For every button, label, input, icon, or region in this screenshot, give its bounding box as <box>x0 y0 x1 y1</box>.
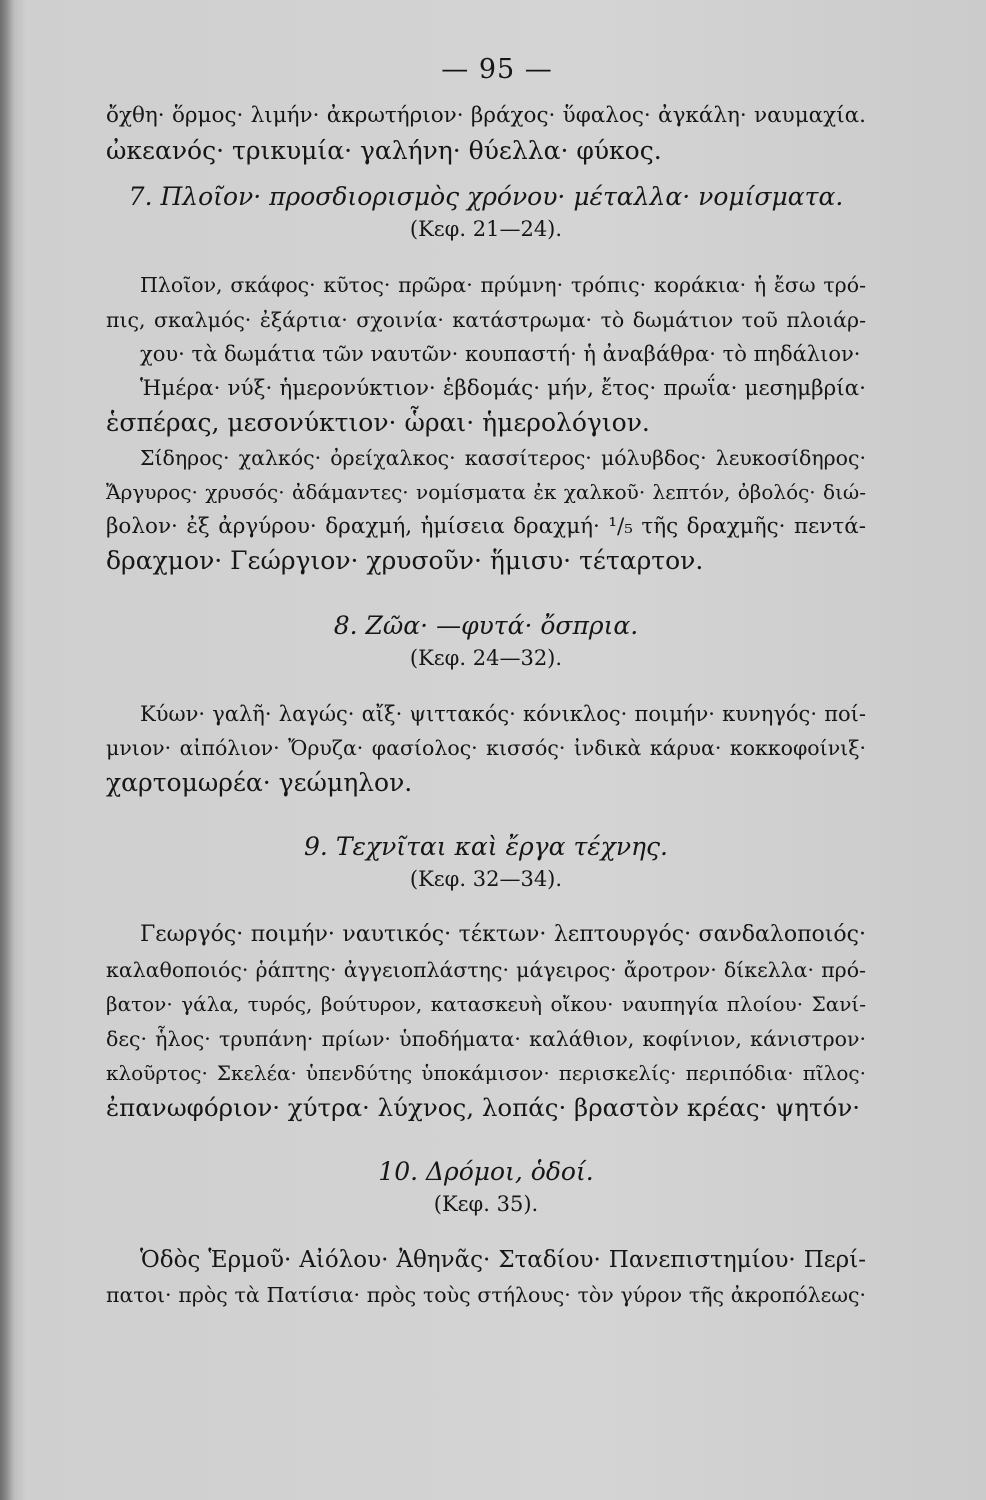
section-heading-7: 7. Πλοῖον· προσδιορισμὸς χρόνου· μέταλλα· νομίσματα. <box>128 182 844 211</box>
text-line: Πλοῖον, σκάφος· κῦτος· πρῶρα· πρύμνη· τρόπις· κοράκια· ἡ ἔσω τρό- <box>140 273 866 297</box>
page-content <box>106 54 866 1312</box>
page-number: — 95 — <box>441 54 553 85</box>
text-line: Ἄργυρος· χρυσός· ἀδάμαντες· νομίσματα ἐκ χαλκοῦ· λεπτόν, ὀβολός· διώ- <box>106 480 866 504</box>
chapter-reference-8: (Κεφ. 24—32). <box>409 645 563 670</box>
text-line: μνιον· αἰπόλιον· Ὄρυζα· φασίολος· κισσός· ἰνδικὰ κάρυα· κοκκοφοίνιξ· <box>106 736 866 760</box>
text-line: ἑσπέρας, μεσονύκτιον· ὧραι· ἡμερολόγιον. <box>106 408 650 437</box>
text-line: κλοῦρτος· Σκελέα· ὑπενδύτης ὑποκάμισον· περισκελίς· περιπόδια· πῖλος· <box>106 1061 866 1085</box>
text-line: πατοι· πρὸς τὰ Πατίσια· πρὸς τοὺς στήλους· τὸν γύρον τῆς ἀκροπόλεως· <box>106 1282 866 1307</box>
section-heading-10: 10. Δρόμοι, ὁδοί. <box>378 1157 594 1186</box>
text-line: βατον· γάλα, τυρός, βούτυρον, κατασκευὴ οἴκου· ναυπηγία πλοίου· Σανί- <box>106 992 866 1016</box>
text-line: καλαθοποιός· ῥάπτης· ἀγγειοπλάστης· μάγειρος· ἄροτρον· δίκελλα· πρό- <box>106 957 866 982</box>
text-line: Κύων· γαλῆ· λαγώς· αἴξ· ψιττακός· κόνικλος· ποιμήν· κυνηγός· ποί- <box>140 701 866 726</box>
text-line: Σίδηρος· χαλκός· ὀρείχαλκος· κασσίτερος· μόλυβδος· λευκοσίδηρος· <box>140 445 866 470</box>
text-line: χαρτομωρέα· γεώμηλον. <box>106 767 413 797</box>
text-line: ἐπανωφόριον· χύτρα· λύχνος, λοπάς· βραστὸν κρέας· ψητόν· <box>106 1092 860 1122</box>
chapter-reference-7: (Κεφ. 21—24). <box>409 217 563 241</box>
text-line: Ἡμέρα· νύξ· ἡμερονύκτιον· ἑβδομάς· μήν, ἔτος· πρωΐα· μεσημβρία· <box>140 375 866 401</box>
binding-shadow <box>0 0 14 1500</box>
text-line: δραχμον· Γεώργιον· χρυσοῦν· ἥμισυ· τέταρτον. <box>106 546 704 575</box>
text-line: ὠκεανός· τρικυμία· γαλήνη· θύελλα· φύκος. <box>106 135 662 165</box>
section-heading-9: 9. Τεχνῖται καὶ ἔργα τέχνης. <box>304 832 668 861</box>
text-line: Ὁδὸς Ἑρμοῦ· Αἰόλου· Ἀθηνᾶς· Σταδίου· Πανεπιστημίου· Περί- <box>140 1247 866 1273</box>
chapter-reference-9: (Κεφ. 32—34). <box>409 867 563 891</box>
text-line: βολον· ἐξ ἀργύρου· δραχμή, ἡμίσεια δραχμή· ¹/₅ τῆς δραχμῆς· πεντά- <box>106 513 866 539</box>
text-line: ὄχθη· ὅρμος· λιμήν· ἀκρωτήριον· βράχος· ὕφαλος· ἀγκάλη· ναυμαχία. <box>106 103 866 128</box>
text-line: δες· ἧλος· τρυπάνη· πρίων· ὑποδήματα· καλάθιον, κοφίνιον, κάνιστρον· <box>106 1026 866 1051</box>
text-line: χου· τὰ δωμάτια τῶν ναυτῶν· κουπαστή· ἡ ἀναβάθρα· τὸ πηδάλιον· <box>140 342 861 366</box>
text-line: πις, σκαλμός· ἐξάρτια· σχοινία· κατάστρωμα· τὸ δωμάτιον τοῦ πλοιάρ- <box>106 307 866 332</box>
text-line: Γεωργός· ποιμήν· ναυτικός· τέκτων· λεπτουργός· σανδαλοποιός· <box>140 922 866 947</box>
chapter-reference-10: (Κεφ. 35). <box>433 1192 539 1216</box>
section-heading-8: 8. Ζῶα· —φυτά· ὄσπρια. <box>333 610 639 640</box>
